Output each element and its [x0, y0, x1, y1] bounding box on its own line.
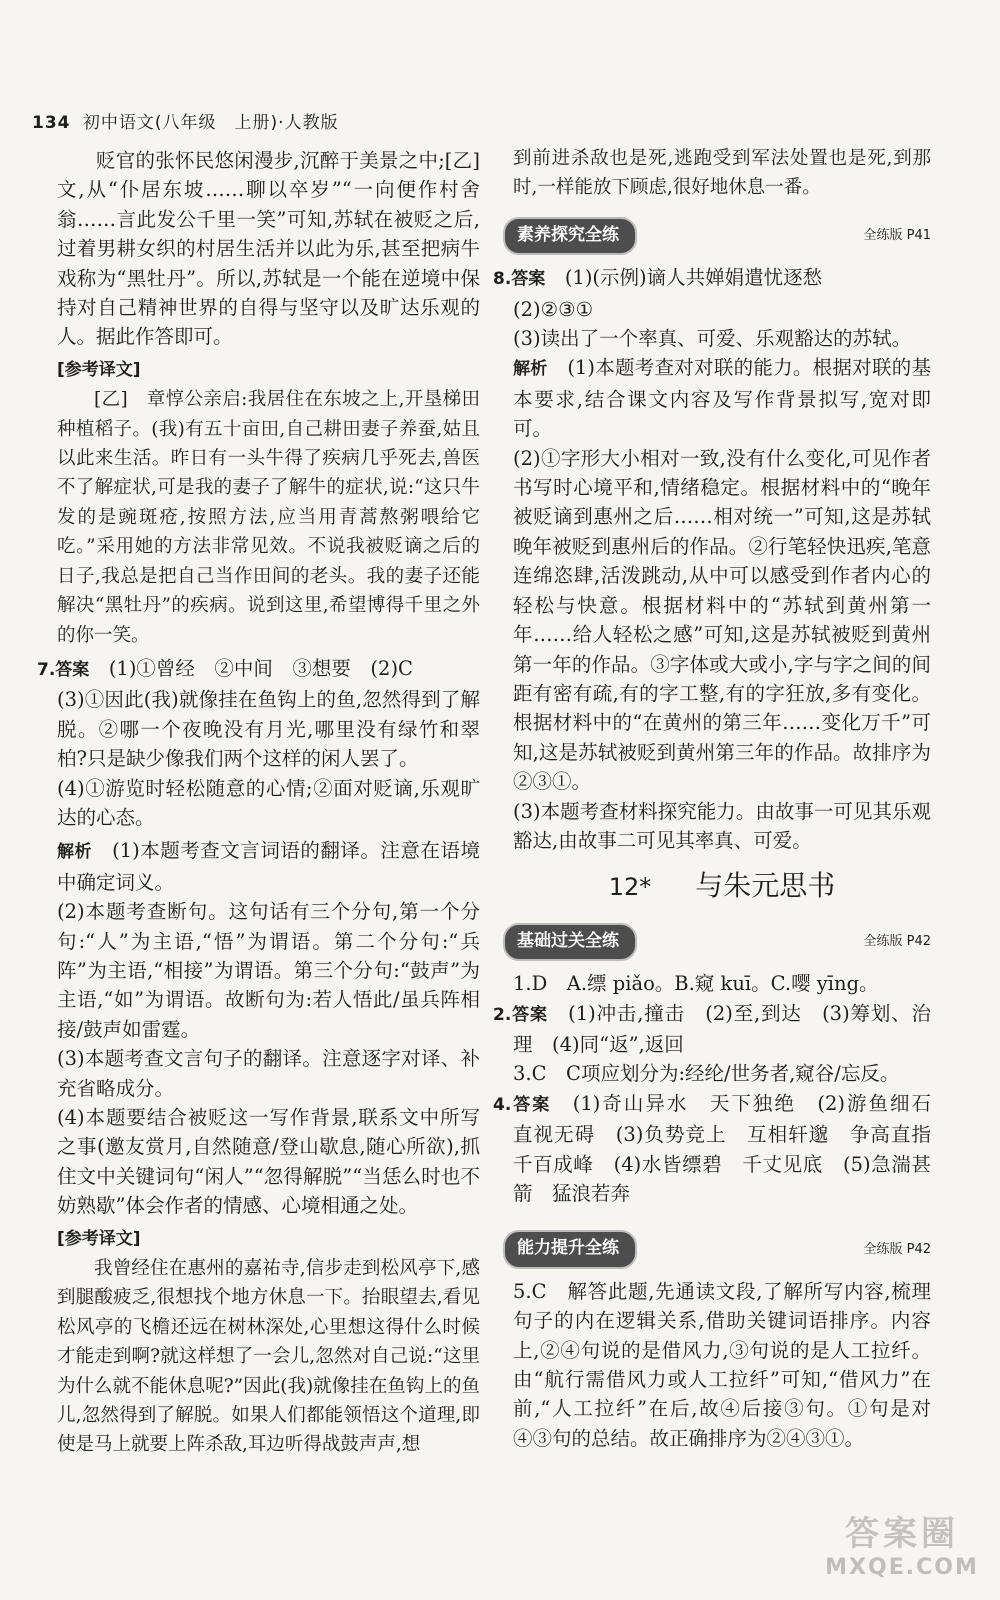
a2-number: 2. [493, 1004, 512, 1025]
section-heading-3 [503, 1230, 931, 1268]
section-ref-3: 全练版 P42 [863, 1241, 931, 1257]
a4-number: 4. [493, 1094, 512, 1115]
q8-number: 8. [493, 269, 512, 290]
answer-label: 答案 [55, 659, 90, 680]
lesson-title: 与朱元思书 [695, 869, 836, 903]
answer-3: 3.C C项应划分为:经纶/世务者,窥谷/忘反。 [513, 1062, 900, 1086]
q7-answer [37, 654, 480, 685]
q7-answer-c: (4)①游览时轻松随意的心情;②面对贬谪,乐观旷达的心态。 [57, 776, 480, 829]
lesson-heading [513, 871, 931, 902]
answer-5: 5.C 解答此题,先通读文段,了解所写内容,梳理句子的内在逻辑关系,借助关键词语排序。内容上,②④句说的是借风力,③句说的是人工拉纤。由“航行需借风力或人工拉纤”可知,“借风力”在前,“人工拉纤”在后,故④后接③句。①句是对④③句的总结。故正确排序为②④③①。 [513, 1279, 931, 1450]
section-heading-2 [503, 923, 931, 961]
answer-label: 答案 [511, 269, 546, 290]
lesson-number: 12* [608, 873, 652, 902]
reference-translation-label-2: [参考译文] [57, 1228, 141, 1249]
page-header [32, 108, 339, 133]
a2-text: (1)冲击,撞击 (2)至,到达 (3)筹划、治理 (4)同“返”,返回 [513, 1001, 932, 1056]
q8-analysis [513, 353, 931, 443]
analysis-label: 解析 [513, 359, 548, 380]
q8-answer [493, 263, 931, 294]
translation-continued: 到前进杀敌也是死,逃跑受到军法处置也是死,到那时,一样能放下顾虑,很好地休息一番。 [513, 148, 931, 199]
logo-text-small: MXQE.COM [825, 1555, 979, 1580]
q7-analysis-3: (3)本题考查文言句子的翻译。注意逐字对译、补充省略成分。 [57, 1047, 480, 1100]
q7-analysis-2: (2)本题考查断句。这句话有三个分句,第一个分句:“人”为主语,“悟”为谓语。第二个分句:“兵阵”为主语,“相接”为谓语。第三个分句:“鼓声”为主语,“如”为谓语。故断句为:若人悟此/虽兵阵相接/鼓声如雷霆。 [57, 900, 480, 1041]
reference-translation-text-2: 我曾经住在惠州的嘉祐寺,信步走到松风亭下,感到腿酸疲乏,很想找个地方休息一下。抬眼望去,看见松风亭的飞檐还远在树林深处,心里想这得什么时候才能走到啊?就这样想了一会儿,忽然对自己说:“这里为什么就不能休息呢?”因此(我)就像挂在鱼钩上的鱼儿,忽然得到了解脱。如果人们都能领悟这个道理,即使是马上就要上阵杀敌,耳边听得战鼓声声,想 [57, 1258, 480, 1456]
q7-number: 7. [37, 659, 56, 680]
q7-analysis-1: (1)本题考查文言词语的翻译。注意在语境中确定词义。 [57, 839, 481, 894]
answer-label: 答案 [511, 1004, 548, 1025]
section-heading-1 [503, 217, 931, 255]
analysis-label: 解析 [57, 842, 93, 863]
answer-label: 答案 [511, 1094, 552, 1115]
analysis-paragraph: 贬官的张怀民悠闲漫步,沉醉于美景之中;[乙]文,从“仆居东坡……聊以卒岁”“一向便作村舍翁……言此发公千里一笑”可知,苏轼在被贬之后,过着男耕女织的村居生活并以此为乐,甚至把病牛戏称为“黑牡丹”。所以,苏轼是一个能在逆境中保持对自己精神世界的自得与坚守以及旷达乐观的人。据此作答即可。 [57, 149, 480, 349]
q8-answer-a: (1)(示例)谪人共婵娟遣忧逐愁 [564, 266, 823, 290]
section-ref-1: 全练版 P41 [863, 228, 931, 244]
q7-answer-b: (3)①因此(我)就像挂在鱼钩上的鱼,忽然得到了解脱。②哪一个夜晚没有月光,哪里没有绿竹和翠柏?只是缺少像我们两个这样的闲人罢了。 [57, 688, 480, 771]
q8-analysis-3: (3)本题考查材料探究能力。由故事一可见其乐观豁达,由故事二可见其率真、可爱。 [513, 799, 931, 852]
a4-text: (1)奇山异水 天下独绝 (2)游鱼细石 直视无碍 (3)负势竞上 互相轩邈 争高直指 千百成峰 (4)水皆缥碧 千丈见底 (5)急湍甚箭 猛浪若奔 [513, 1091, 951, 1205]
right-column [493, 144, 951, 1453]
watermark-logo [822, 1506, 982, 1586]
left-column [37, 146, 481, 1460]
q7-answer-a: (1)①曾经 ②中间 ③想要 (2)C [108, 656, 413, 680]
answer-2 [493, 999, 932, 1060]
book-title: 初中语文(八年级 上册)·人教版 [82, 113, 339, 133]
section-title-1: 素养探究全练 [503, 217, 637, 255]
reference-translation-label: [参考译文] [57, 359, 141, 380]
reference-translation-text: [乙] 章惇公亲启:我居住在东坡之上,开垦梯田种植稻子。(我)有五十亩田,自己耕田妻子养蚕,姑且以此来生活。昨日有一头牛得了疾病几乎死去,兽医不了解症状,可是我的妻子了解牛的症状,说:“这只牛发的是豌斑疮,按照方法,应当用青蒿熬粥喂给它吃。”采用她的方法非常见效。不说我被贬谪之后的日子,我总是把自己当作田间的老头。我的妻子还能解决“黑牡丹”的疾病。说到这里,希望博得千里之外的你一笑。 [57, 389, 480, 646]
section-title-2: 基础过关全练 [503, 923, 637, 961]
q8-analysis-2: (2)①字形大小相对一致,没有什么变化,可见作者书写时心境平和,情绪稳定。根据材料中的“晚年被贬谪到惠州之后……相对统一”可知,这是苏轼晚年被贬到惠州后的作品。②行笔轻快迅疾,笔意连绵恣肆,活泼跳动,从中可以感受到作者内心的轻松与快意。根据材料中的“苏轼到黄州第一年……给人轻松之感”可知,这是苏轼被贬到黄州第一年的作品。③字体或大或小,字与字之间的间距有密有疏,有的字工整,有的字狂放,多有变化。根据材料中的“在黄州的第三年……变化万千”可知,这是苏轼被贬到黄州第三年的作品。故排序为②③①。 [513, 446, 931, 794]
q7-analysis-4: (4)本题要结合被贬这一写作背景,联系文中所写之事(邀友赏月,自然随意/登山歇息,随心所欲),抓住文中关键词句“闲人”“忽得解脱”“当恁么时也不妨熟歇”体会作者的情感、心境相通之处。 [57, 1106, 480, 1218]
answer-1: 1.D A.缥 piǎo。B.窥 kuī。C.嘤 yīng。 [513, 972, 879, 996]
section-ref-2: 全练版 P42 [863, 934, 931, 950]
q8-answer-c: (3)读出了一个率真、可爱、乐观豁达的苏轼。 [513, 327, 912, 351]
page-number: 134 [32, 113, 71, 133]
logo-text-big: 答案圈 [845, 1514, 959, 1554]
q7-analysis [57, 836, 480, 897]
section-title-3: 能力提升全练 [503, 1230, 637, 1268]
q8-analysis-1: (1)本题考查对对联的能力。根据对联的基本要求,结合课文内容及写作背景拟写,宽对即可。 [513, 356, 932, 441]
answer-4 [493, 1089, 951, 1209]
q8-answer-b: (2)②③① [513, 297, 594, 321]
